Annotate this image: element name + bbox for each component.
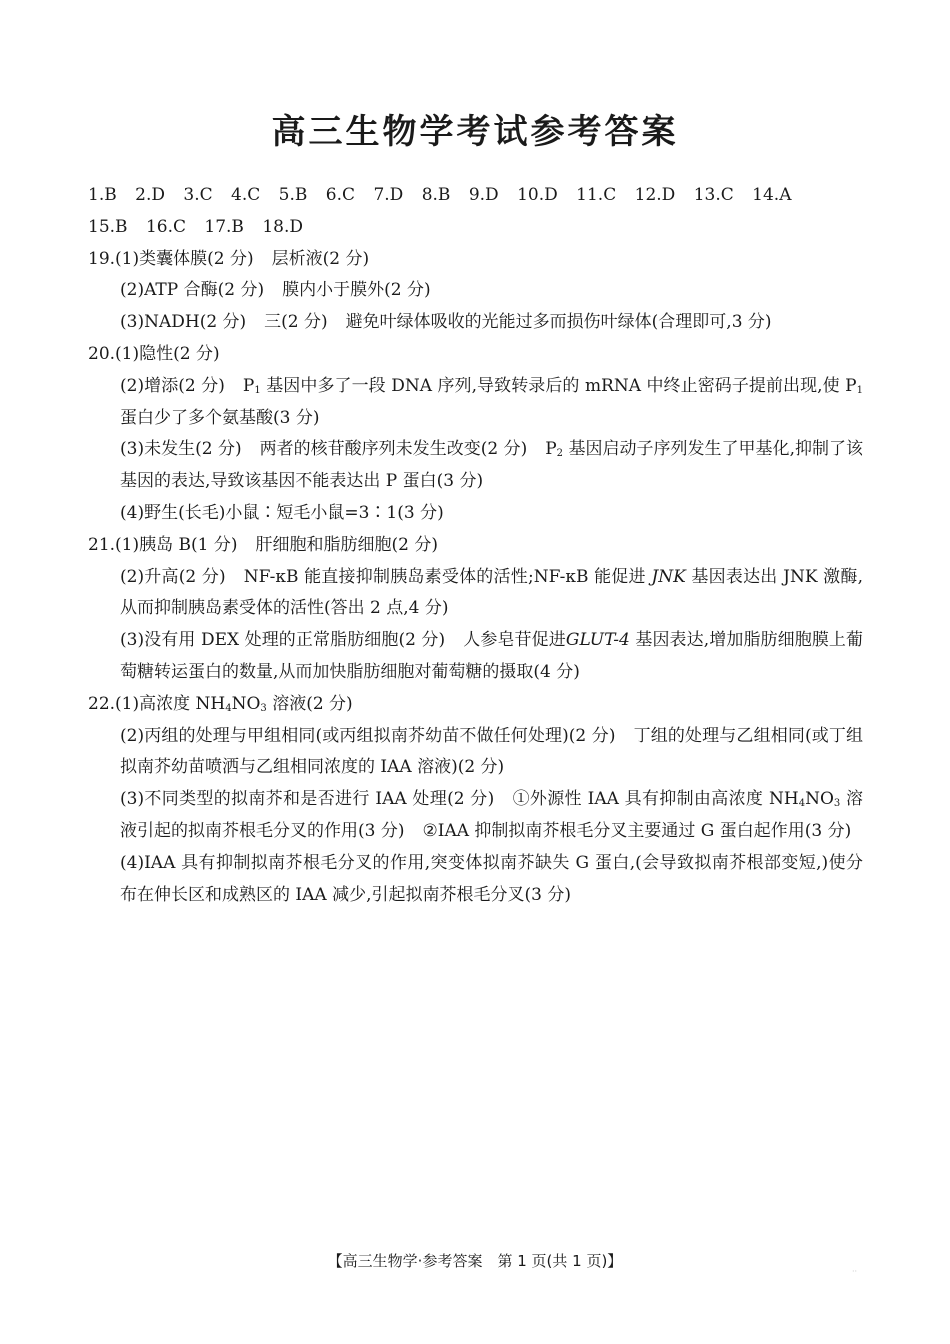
mc-answer: 4.C (231, 185, 261, 205)
q22-answer-3c: NO (805, 789, 834, 810)
q22-answer-3a: (3)不同类型的拟南芥和是否进行 IAA 处理(2 分) (120, 789, 495, 810)
question-21-part-1 (88, 530, 863, 562)
q20-answer-3c: 基因启动子序列发生了甲基化,抑制了该基因的表达,导致该基因不能表达出 P 蛋白(3 分) (120, 439, 863, 492)
q21-answer-2b: NF-κB 能直接抑制胰岛素受体的活性;NF-κB 能促进 (243, 566, 646, 587)
q21-answer-3c: 基因表达,增加脂肪细胞膜上葡萄糖转运蛋白的数量,从而加快脂肪细胞对葡萄糖的摄取(4 分) (120, 630, 864, 682)
q19-answer-2a: (2)ATP 合酶(2 分) (120, 280, 265, 301)
q22-answer-1a: 22.(1)高浓度 NH (88, 693, 226, 714)
mc-answer: 9.D (468, 185, 499, 205)
q22-subscript: 3 (260, 702, 267, 714)
q21-answer-3b: 人参皂苷促进 (463, 630, 566, 651)
question-21-part-2 (88, 562, 863, 626)
mc-answer: 1.B (88, 185, 117, 205)
mc-answer: 14.A (752, 185, 792, 205)
q21-gene-jnk: JNK (651, 566, 686, 587)
q21-answer-1a: 21.(1)胰岛 B(1 分) (88, 534, 238, 555)
q19-answer-1a: 19.(1)类囊体膜(2 分) (88, 248, 254, 269)
mc-answer: 17.B (204, 216, 244, 237)
question-22 (88, 689, 863, 912)
q20-answer-3b: 两者的核苷酸序列未发生改变(2 分) (259, 439, 528, 460)
q22-answer-1b: NO (231, 693, 261, 714)
question-19-part-1 (88, 244, 863, 276)
mc-answer: 2.D (135, 185, 165, 205)
mc-answer: 10.D (517, 185, 558, 205)
question-21-part-3 (88, 625, 863, 689)
q20-protein-subscript: 1 (856, 384, 864, 396)
answer-content (88, 180, 863, 911)
q22-subscript: 4 (798, 798, 806, 810)
page-title: 高三生物学考试参考答案 (271, 112, 679, 152)
mc-answer: 7.D (373, 185, 404, 205)
q21-answer-3a: (3)没有用 DEX 处理的正常脂肪细胞(2 分) (120, 630, 446, 651)
q19-answer-3a: (3)NADH(2 分) (120, 312, 247, 333)
q20-gene-subscript-2: 2 (556, 448, 564, 460)
q21-answer-2a: (2)升高(2 分) (120, 566, 226, 587)
q22-answer-3b: ①外源性 IAA 具有抑制由高浓度 NH (512, 789, 799, 810)
q22-answer-2a: (2)丙组的处理与甲组相同(或丙组拟南芥幼苗不做任何处理)(2 分) (120, 725, 616, 746)
mc-answer: 8.B (421, 185, 451, 205)
mc-answer: 18.D (262, 216, 303, 237)
q22-subscript: 4 (225, 702, 232, 714)
question-19 (88, 244, 863, 339)
q21-answer-2c: 基因表达出 JNK 激酶,从而抑制胰岛素受体的活性(答出 2 点,4 分) (120, 566, 864, 619)
question-20-part-4: (4)野生(长毛)小鼠∶短毛小鼠=3∶1(3 分) (120, 502, 444, 523)
mc-answers-line-2 (88, 212, 863, 244)
corner-mark: ·· (852, 1267, 858, 1276)
q19-answer-1b: 层析液(2 分) (271, 248, 370, 269)
q19-answer-2b: 膜内小于膜外(2 分) (282, 280, 431, 301)
q21-answer-1b: 肝细胞和脂肪细胞(2 分) (255, 534, 438, 555)
mc-answer: 13.C (693, 185, 734, 205)
q22-answer-2b: 丁组的处理与乙组相同(或丁组拟南芥幼苗喷洒与乙组相同浓度的 IAA 溶液)(2 分) (120, 725, 863, 778)
question-19-part-3 (88, 307, 863, 339)
q19-answer-3c: 避免叶绿体吸收的光能过多而损伤叶绿体(合理即可,3 分) (345, 312, 772, 333)
q22-subscript: 3 (833, 798, 841, 810)
question-22-part-3 (88, 784, 863, 848)
mc-answer: 3.C (183, 185, 213, 205)
mc-answer: 5.B (278, 185, 308, 205)
question-20 (88, 339, 863, 530)
mc-answer: 11.C (576, 185, 617, 205)
q20-answer-3a: (3)未发生(2 分) (120, 439, 242, 460)
question-20-part-3 (88, 434, 863, 498)
q20-gene-p: P (242, 375, 255, 396)
mc-answer: 16.C (145, 216, 186, 237)
question-19-part-2 (88, 275, 863, 307)
q22-answer-3d: 溶液引起的拟南芥根毛分叉的作用(3 分) (120, 789, 863, 841)
q20-answer-2b: 基因中多了一段 DNA 序列,导致转录后的 mRNA 中终止密码子提前出现,使 P (266, 375, 857, 396)
q19-answer-3b: 三(2 分) (264, 312, 328, 333)
mc-answers-line-1 (88, 180, 863, 212)
mc-answer: 6.C (325, 185, 356, 205)
q22-answer-3e: ②IAA 抑制拟南芥根毛分叉主要通过 G 蛋白起作用(3 分) (422, 820, 852, 841)
question-21 (88, 530, 863, 689)
question-22-part-1 (88, 689, 863, 721)
q20-answer-2c: 蛋白少了多个氨基酸(3 分) (120, 407, 320, 428)
question-22-part-4: (4)IAA 具有抑制拟南芥根毛分叉的作用,突变体拟南芥缺失 G 蛋白,(会导致拟南芥根部变短,)使分布在伸长区和成熟区的 IAA 减少,引起拟南芥根毛分叉(3 分) (120, 852, 863, 905)
question-22-part-2 (88, 721, 863, 785)
question-20-part-1: 20.(1)隐性(2 分) (88, 343, 220, 364)
question-20-part-2 (88, 371, 863, 435)
q21-gene-glut4: GLUT-4 (565, 630, 630, 651)
mc-answer: 15.B (88, 216, 128, 237)
q20-gene-subscript: 1 (254, 384, 261, 396)
mc-answer: 12.D (634, 185, 676, 205)
q20-gene-p2: P (545, 439, 557, 460)
page-footer: 【高三生物学·参考答案 第 1 页(共 1 页)】 (327, 1252, 623, 1270)
q22-answer-1c: 溶液(2 分) (272, 693, 353, 714)
q20-answer-2a: (2)增添(2 分) (120, 375, 225, 396)
